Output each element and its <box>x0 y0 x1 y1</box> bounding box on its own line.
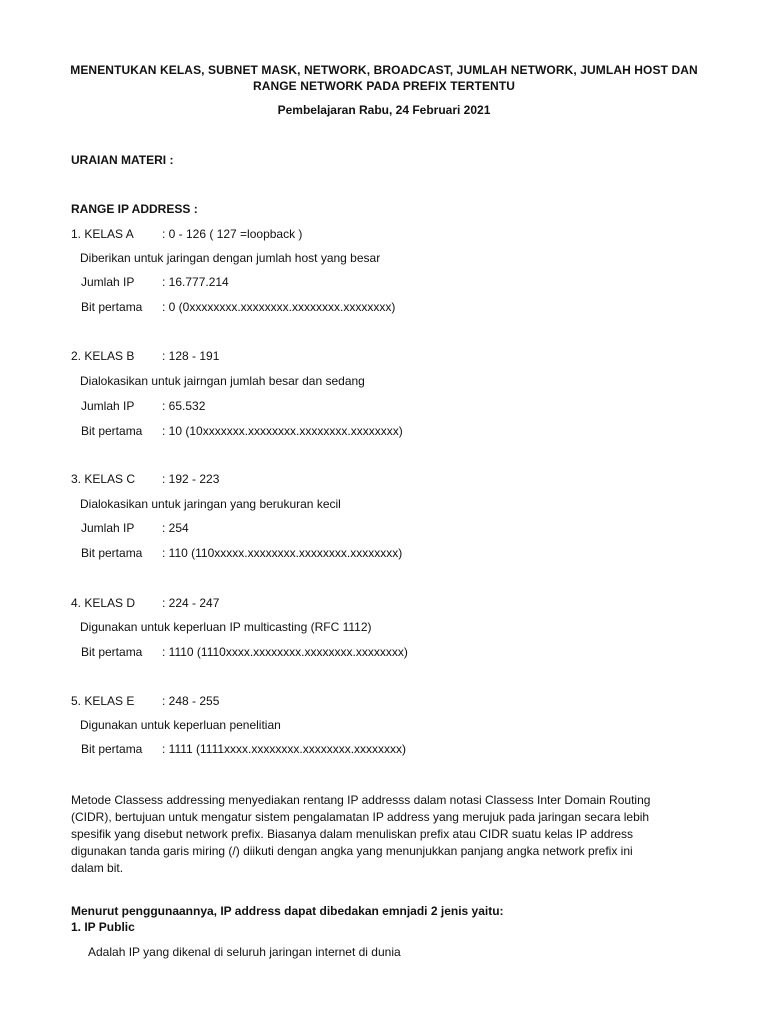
bit-value: : 110 (110xxxxx.xxxxxxxx.xxxxxxxx.xxxxxxxx) <box>162 546 403 560</box>
ip-public-heading: 1. IP Public <box>71 920 135 934</box>
class-description: Dialokasikan untuk jairngan jumlah besar dan sedang <box>80 374 365 388</box>
class-name: 5. KELAS E <box>71 694 135 708</box>
document-title-line1: MENENTUKAN KELAS, SUBNET MASK, NETWORK, BROADCAST, JUMLAH NETWORK, JUMLAH HOST DAN <box>70 63 698 77</box>
uraian-heading: URAIAN MATERI : <box>71 153 174 167</box>
paragraph-line: Metode Classess addressing menyediakan rentang IP addresss dalam notasi Classess Inter Domain Routing <box>71 793 651 807</box>
bit-value: : 1110 (1110xxxx.xxxxxxxx.xxxxxxxx.xxxxxxxx) <box>162 645 408 659</box>
class-range: : 248 - 255 <box>162 694 220 708</box>
bit-value: : 1111 (1111xxxx.xxxxxxxx.xxxxxxxx.xxxxxxxx) <box>162 742 407 756</box>
document-subtitle: Pembelajaran Rabu, 24 Februari 2021 <box>277 103 491 117</box>
jumlah-value: : 254 <box>162 521 189 535</box>
class-range: : 192 - 223 <box>162 472 220 486</box>
class-description: Digunakan untuk keperluan penelitian <box>80 718 281 732</box>
bit-label: Bit pertama <box>81 300 143 314</box>
class-name: 3. KELAS C <box>71 472 136 486</box>
bit-label: Bit pertama <box>81 546 143 560</box>
class-range: : 0 - 126 ( 127 =loopback ) <box>162 227 303 241</box>
class-description: Dialokasikan untuk jaringan yang berukuran kecil <box>80 497 341 511</box>
paragraph-line: digunakan tanda garis miring (/) diikuti dengan angka yang menunjukkan panjang angka network prefix ini <box>71 844 633 858</box>
document-title-line2: RANGE NETWORK PADA PREFIX TERTENTU <box>252 79 516 93</box>
cidr-paragraph <box>71 792 711 877</box>
paragraph-line: (CIDR), bertujuan untuk mengatur sistem pengalamatan IP address yang merujuk pada jaringan secara lebih <box>71 810 650 824</box>
paragraph-line: dalam bit. <box>71 861 124 875</box>
ip-public-description: Adalah IP yang dikenal di seluruh jaringan internet di dunia <box>88 945 401 959</box>
class-range: : 224 - 247 <box>162 596 220 610</box>
jumlah-value: : 16.777.214 <box>162 275 229 289</box>
class-name: 4. KELAS D <box>71 596 136 610</box>
bit-label: Bit pertama <box>81 742 143 756</box>
bit-label: Bit pertama <box>81 424 143 438</box>
jumlah-value: : 65.532 <box>162 399 206 413</box>
jumlah-label: Jumlah IP <box>81 275 135 289</box>
class-description: Diberikan untuk jaringan dengan jumlah host yang besar <box>80 251 381 265</box>
class-name: 2. KELAS B <box>71 349 135 363</box>
class-range: : 128 - 191 <box>162 349 220 363</box>
bit-label: Bit pertama <box>81 645 143 659</box>
jumlah-label: Jumlah IP <box>81 521 135 535</box>
bit-value: : 0 (0xxxxxxxx.xxxxxxxx.xxxxxxxx.xxxxxxxx) <box>162 300 396 314</box>
class-name: 1. KELAS A <box>71 227 134 241</box>
class-description: Digunakan untuk keperluan IP multicasting (RFC 1112) <box>80 620 372 634</box>
range-heading: RANGE IP ADDRESS : <box>71 202 198 216</box>
jumlah-label: Jumlah IP <box>81 399 135 413</box>
usage-heading: Menurut penggunaannya, IP address dapat dibedakan emnjadi 2 jenis yaitu: <box>71 904 504 918</box>
paragraph-line: spesifik yang disebut network prefix. Biasanya dalam menuliskan prefix atau CIDR suatu kelas IP address <box>71 827 634 841</box>
bit-value: : 10 (10xxxxxxx.xxxxxxxx.xxxxxxxx.xxxxxxxx) <box>162 424 403 438</box>
